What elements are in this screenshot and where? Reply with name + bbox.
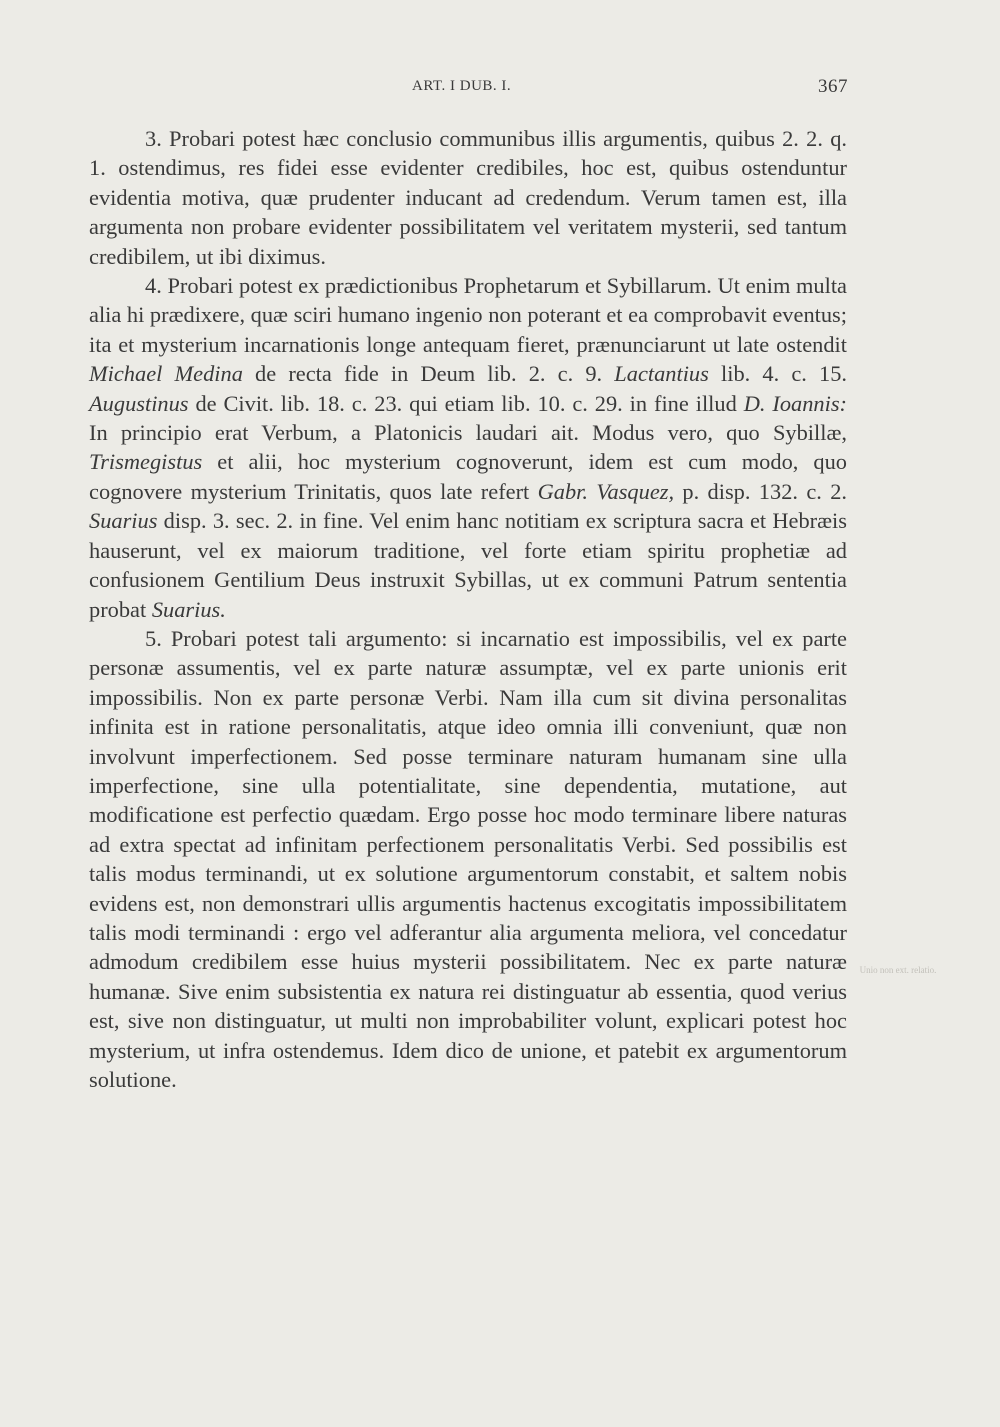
author-name: Michael Medina	[89, 361, 243, 387]
author-name: Suarius.	[151, 596, 226, 622]
margin-note: Unio non ext. relatio.	[859, 965, 937, 975]
paragraph-3-text: 3. Probari potest hæc conclusio communibus illis argumentis, quibus 2. 2. q. 1. ostendimus, res fidei esse evidenter credibiles, hoc est, quibus ostenduntur evidentia motiva, quæ prudenter inducant ad credendum. Verum tamen est, illa argumenta non probare evidenter possibilitatem vel veritatem mysterii, sed tantum credibilem, ut ibi diximus.	[89, 126, 847, 269]
text-run: 4. Probari potest ex prædictionibus Prophetarum et Sybillarum. Ut enim multa alia hi prædixere, quæ sciri humano ingenio non poterant et ea comprobavit eventus; ita et mysterium incarnationis longe antequam fieret, prænunciarunt ut late ostendit	[89, 273, 847, 357]
author-name: Lactantius	[614, 361, 709, 387]
author-name: Trismegistus	[89, 449, 203, 475]
text-run: de recta fide in Deum lib. 2. c. 9.	[242, 361, 615, 387]
text-run: p. disp. 132. c. 2.	[674, 478, 847, 504]
page-number: 367	[818, 76, 848, 97]
page-header	[0, 76, 1000, 102]
author-name: D. Ioannis:	[743, 390, 847, 416]
author-name: Gabr. Vasquez,	[537, 478, 675, 504]
text-run: de Civit. lib. 18. c. 23. qui etiam lib. 10. c. 29. in fine illud	[188, 390, 744, 416]
paragraph-4	[89, 271, 847, 624]
paragraph-3	[89, 124, 847, 271]
running-head: ART. I DUB. I.	[412, 78, 512, 94]
paragraph-5-text: 5. Probari potest tali argumento: si incarnatio est impossibilis, vel ex parte personæ assumentis, vel ex parte naturæ assumptæ, vel ex parte unionis erit impossibilis. Non ex parte personæ Verbi. Nam illa cum sit divina personalitas infinita est in ratione personalitatis, atque ideo omnia illi conveniunt, quæ non involvunt imperfectionem. Sed posse terminare naturam humanam sine ulla imperfectione, sine ulla potentialitate, sine dependentia, mutatione, aut modificatione est perfectio quædam. Ergo posse hoc modo terminare libere naturas ad extra spectat ad infinitam perfectionem personalitatis Verbi. Sed possibilis est talis modus terminandi, ut ex solutione argumentorum constabit, et saltem nobis evidens est, non demonstrari ullis argumentis hactenus excogitatis impossibilitatem talis modi terminandi : ergo vel adferantur alia argumenta meliora, vel concedatur admodum credibilem esse huius mysterii possibilitatem. Nec ex parte naturæ humanæ. Sive enim subsistentia ex natura rei distinguatur ab essentia, quod verius est, sive non distinguatur, ut multi non improbabiliter volunt, explicari potest hoc mysterium, ut infra ostendemus. Idem dico de unione, et patebit ex argumentorum solutione.	[89, 625, 847, 1092]
text-run: In principio erat Verbum, a Platonicis laudari ait. Modus vero, quo Sybillæ,	[89, 420, 847, 446]
author-name: Augustinus	[89, 390, 189, 416]
body-text	[89, 124, 847, 1094]
text-run: et alii, hoc mysterium cognoverunt, idem est cum modo, quo cognovere mysterium Trinitatis, quos late refert	[89, 449, 847, 504]
text-run: lib. 4. c. 15.	[708, 361, 847, 387]
author-name: Suarius	[89, 508, 158, 534]
text-run: disp. 3. sec. 2. in fine. Vel enim hanc notitiam ex scriptura sacra et Hebræis hauserunt, vel ex maiorum traditione, vel forte etiam spiritu prophetiæ ad confusionem Gentilium Deus instruxit Sybillas, ut ex communi Patrum sententia probat	[89, 508, 847, 622]
paragraph-5	[89, 624, 847, 1095]
